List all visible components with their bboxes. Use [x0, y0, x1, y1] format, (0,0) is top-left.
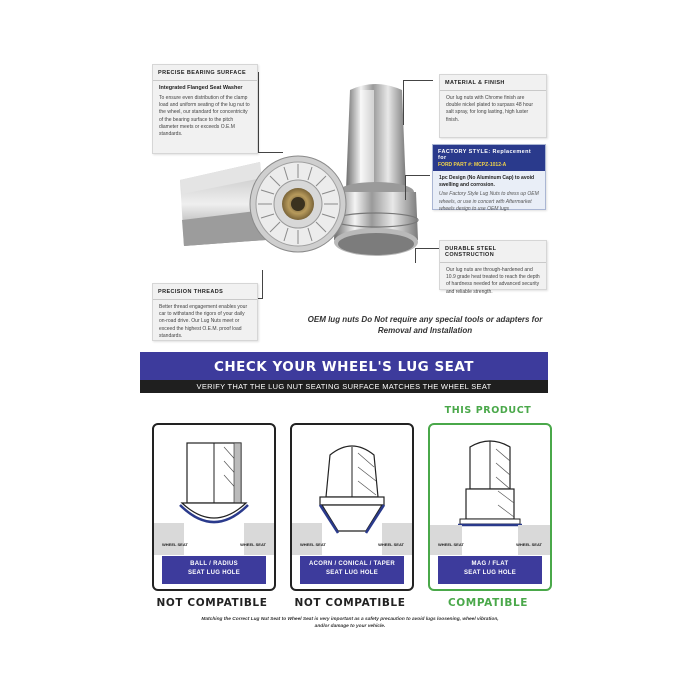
callout-body: Our lug nuts are through-hardened and 10.9 grade heat treated to reach the depth of hardness needed for advanced security and reliable strength. [446, 267, 540, 295]
part-number: FORD PART #: MCPZ-1012-A [433, 162, 545, 171]
this-product-label: THIS PRODUCT [444, 405, 532, 416]
callout-title: PRECISE BEARING SURFACE [153, 65, 257, 81]
factory-style-callout [432, 144, 546, 210]
seat-type-label [162, 556, 266, 584]
precise-bearing-callout [152, 64, 258, 154]
side-lug-nut [180, 156, 346, 252]
wheel-seat-label: WHEEL SEAT [162, 542, 188, 547]
acorn-conical-seat-card [290, 423, 414, 591]
wheel-seat-label: WHEEL SEAT [240, 542, 266, 547]
ball-radius-seat-card [152, 423, 276, 591]
leader-line [258, 72, 259, 152]
callout-title: DURABLE STEEL CONSTRUCTION [440, 241, 546, 263]
wheel-seat-label: WHEEL SEAT [438, 542, 464, 547]
tools-note: OEM lug nuts Do Not require any special tools or adapters for Removal and Installation [307, 315, 543, 335]
material-finish-callout [439, 74, 547, 138]
banner-title: CHECK YOUR WHEEL'S LUG SEAT [213, 359, 475, 375]
callout-body: Better thread engagement enables your car to withstand the rigors of your daily on-road drive. Our Lug Nuts meet or exceed the highest O.E.M. proof load standards. [159, 304, 248, 339]
mag-seat-diagram [430, 425, 550, 555]
seat-type-text: BALL / RADIUS SEAT LUG HOLE [187, 561, 241, 576]
mag-flat-seat-card [428, 423, 552, 591]
compatibility-status: COMPATIBLE [447, 597, 529, 609]
ball-seat-diagram [154, 425, 274, 555]
leader-line [262, 270, 263, 298]
safety-footer-note: Matching the Correct Lug Nut Seat to Wheel Seat is very important as a safety precaution to avoid lugs loosening, wheel vibration, and/or damage to your vehicle. [201, 617, 499, 629]
leader-line [415, 248, 416, 263]
callout-subtitle: Integrated Flanged Seat Washer [159, 85, 243, 91]
seat-type-label [438, 556, 542, 584]
seat-type-text: MAG / FLAT SEAT LUG HOLE [463, 561, 517, 576]
seat-type-label [300, 556, 404, 584]
leader-line [403, 80, 433, 81]
upright-lug-nut [334, 84, 418, 256]
callout-body: 1pc Design (No Aluminum Cap) to avoid swelling and corrosion. [439, 175, 535, 189]
banner-subtitle: VERIFY THAT THE LUG NUT SEATING SURFACE MATCHES THE WHEEL SEAT [196, 382, 492, 391]
acorn-seat-diagram [292, 425, 412, 555]
leader-line [405, 175, 430, 176]
wheel-seat-label: WHEEL SEAT [378, 542, 404, 547]
callout-title: PRECISION THREADS [153, 284, 257, 300]
callout-body: To ensure even distribution of the clamp load and uniform seating of the lug nut to the wheel, our standard for concentricity of the bearing surface to the pitch diameter meets or exceeds O.E.M standards. [159, 95, 250, 138]
wheel-seat-label: WHEEL SEAT [516, 542, 542, 547]
callout-title: FACTORY STYLE: Replacement for [433, 145, 545, 162]
leader-line [258, 152, 283, 153]
compatibility-status: NOT COMPATIBLE [156, 597, 268, 609]
verify-subbar [140, 380, 548, 393]
durable-steel-callout [439, 240, 547, 295]
callout-body: Our lug nuts with Chrome finish are double nickel plated to surpass 48 hour salt spray, for long lasting, high luster finish. [446, 95, 534, 123]
wheel-seat-label: WHEEL SEAT [300, 542, 326, 547]
leader-line [415, 248, 440, 249]
leader-line [405, 175, 406, 200]
lug-seat-banner [140, 352, 548, 380]
compatibility-status: NOT COMPATIBLE [294, 597, 406, 609]
callout-title: MATERIAL & FINISH [440, 75, 546, 91]
callout-body-note: Use Factory Style Lug Nuts to dress up OEM wheels, or use in concert with Aftermarket wheels design to use OEM lugs [439, 191, 539, 212]
precision-threads-callout [152, 283, 258, 341]
leader-line [403, 80, 404, 125]
seat-type-text: ACORN / CONICAL / TAPER SEAT LUG HOLE [308, 561, 395, 576]
